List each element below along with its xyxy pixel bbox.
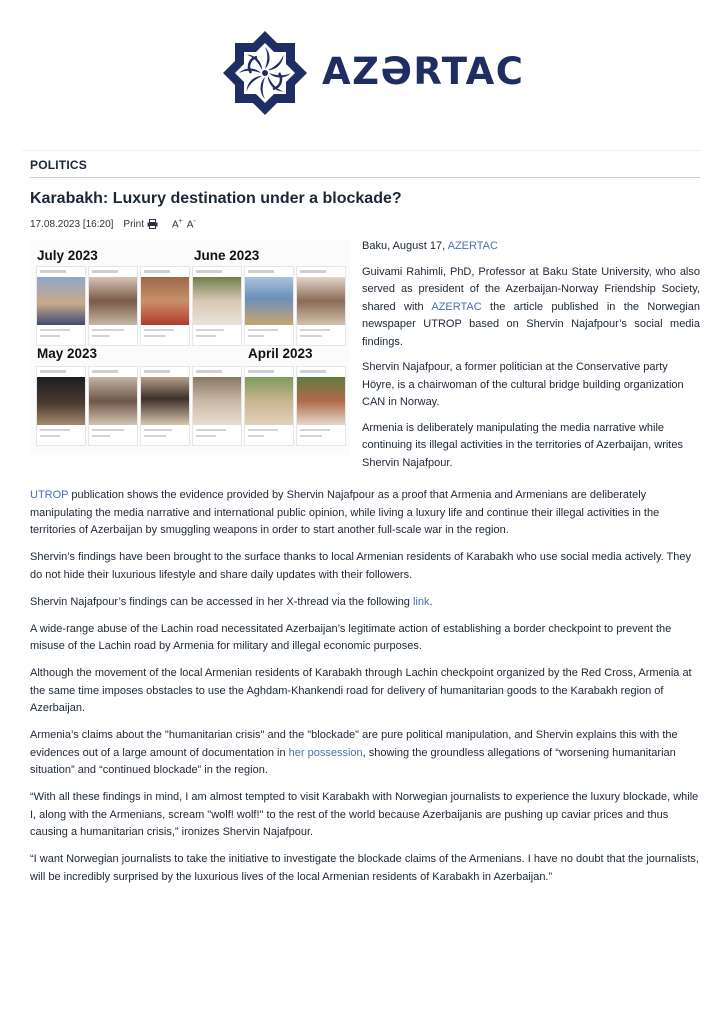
paragraph: “With all these findings in mind, I am almost tempted to visit Karabakh with Norwegian journalists to experience the luxury blockade, while I, along with the Armenians, scream "wolf! wolf!" to the rest of the world because Azerbaijanis are pushing up caviar prices and thus causing a humanitarian crisis,” ironizes Shervin Najafpour.	[30, 791, 699, 838]
social-post-thumbnail	[140, 366, 190, 446]
article-title: Karabakh: Luxury destination under a blockade?	[30, 190, 402, 207]
social-post-thumbnail	[296, 366, 346, 446]
social-post-thumbnail	[244, 366, 294, 446]
font-increase-button[interactable]: A+	[171, 218, 183, 231]
printer-icon	[147, 219, 158, 229]
paragraph: Armenia’s claims about the "humanitarian crisis" and the "blockade" are pure political manipulation, and Shervin explains this with the evidences out of a large amount of documentation in her possession, showing the groundless allegations of “worsening humanitarian situation” and “continued blockade” in the region.	[30, 729, 678, 776]
social-post-thumbnail	[192, 266, 242, 346]
site-logo[interactable]	[222, 30, 525, 120]
social-post-thumbnail	[88, 366, 138, 446]
print-label: Print	[123, 218, 144, 230]
article-body	[30, 487, 700, 896]
social-post-thumbnail	[36, 366, 86, 446]
azertac-emblem-icon	[222, 30, 308, 116]
social-post-thumbnail	[88, 266, 138, 346]
dateline: Baku, August 17, AZERTAC	[362, 240, 498, 252]
paragraph: UTROP publication shows the evidence provided by Shervin Najafpour as a proof that Armenia and Armenians are deliberately manipulating the media narrative and international public opinion, while living a luxury life and continue their illegal activities in the territories of Azerbaijan by smuggling weapons in order to start another full-scale war in the region.	[30, 489, 660, 536]
article-image-collage	[30, 240, 350, 455]
article-meta	[30, 218, 200, 230]
collage-label-april: April 2023	[248, 346, 313, 361]
section-label[interactable]: POLITICS	[30, 158, 87, 172]
azertac-link[interactable]: AZERTAC	[447, 240, 498, 252]
print-button[interactable]	[123, 219, 158, 230]
section-divider	[30, 177, 700, 178]
azertac-link[interactable]: AZERTAC	[431, 300, 482, 313]
utrop-link[interactable]: UTROP	[30, 489, 69, 501]
paragraph: Armenia is deliberately manipulating the media narrative while continuing its illegal activities in the territories of Azerbaijan, writes Shervin Najafpour.	[362, 421, 683, 469]
paragraph: A wide-range abuse of the Lachin road necessitated Azerbaijan’s legitimate action of establishing a border checkpoint to prevent the misuse of the Lachin road by Armenia for military and illegal economic purposes.	[30, 622, 672, 652]
social-post-thumbnail	[192, 366, 242, 446]
article-date: 17.08.2023 [16:20]	[30, 218, 114, 230]
social-post-thumbnail	[140, 266, 190, 346]
paragraph: Shervin Najafpour, a former politician at the Conservative party Höyre, is a chairwoman of the cultural bridge building organization CAN in Norway.	[362, 361, 684, 408]
paragraph: “I want Norwegian journalists to take the initiative to investigate the blockade claims of the Armenians. I have no doubt that the journalists, will be incredibly surprised by the luxurious lives of the local Armenian residents of Karabakh in Azerbaijan.”	[30, 853, 699, 883]
brand-name: AZƏRTAC	[322, 50, 525, 93]
social-post-thumbnail	[36, 266, 86, 346]
article-intro-column	[362, 238, 700, 480]
paragraph: Although the movement of the local Armenian residents of Karabakh through Lachin checkpoint organized by the Red Cross, Armenia at the same time imposes obstacles to use the Aghdam-Khankendi road for delivery of humanitarian goods to the Karabakh region of Azerbaijan.	[30, 667, 692, 714]
possession-link[interactable]: her possession	[288, 746, 363, 759]
header-divider	[22, 150, 702, 151]
paragraph: Shervin’s findings have been brought to the surface thanks to local Armenian residents of Karabakh who use social media actively. They do not hide their luxurious lifestyle and share daily updates with their followers.	[30, 551, 691, 581]
paragraph: Shervin Najafpour’s findings can be accessed in her X-thread via the following link.	[30, 595, 433, 608]
collage-label-july: July 2023	[37, 248, 98, 263]
social-post-thumbnail	[244, 266, 294, 346]
collage-label-june: June 2023	[194, 248, 260, 263]
font-decrease-button[interactable]: A-	[186, 218, 196, 231]
paragraph: Guivami Rahimli, PhD, Professor at Baku State University, who also served as president of the Azerbaijan-Norway Friendship Society, shared with AZERTAC the article published in the Norwegian newspaper UTROP based on Shervin Najafpour’s social media findings.	[362, 265, 700, 348]
x-thread-link[interactable]: link	[412, 595, 430, 608]
social-post-thumbnail	[296, 266, 346, 346]
collage-label-may: May 2023	[37, 346, 98, 361]
